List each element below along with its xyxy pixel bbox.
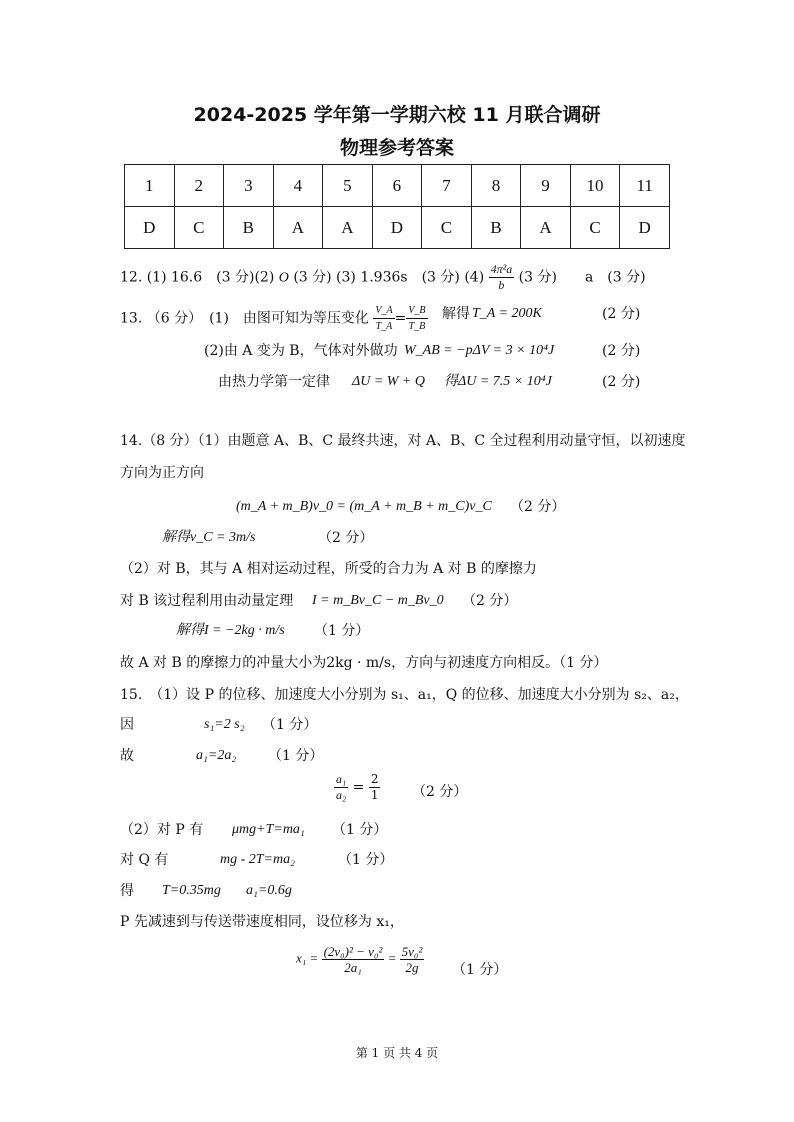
q15-x1-num2: 5v₀² xyxy=(401,944,423,959)
q13-line2-eq: W_AB = −pΔV = 3 × 10⁴J xyxy=(404,343,555,358)
question-number: 11 xyxy=(620,165,670,207)
page-footer: 第 1 页 共 4 页 xyxy=(355,1046,439,1060)
q15-line5-b: mg - 2T=ma₂ xyxy=(220,852,295,867)
q15-line6-c: a₁=0.6g xyxy=(246,883,292,898)
q13-line3-text: 由热力学第一定律 xyxy=(218,374,330,390)
q13-frac-b-num: V_B xyxy=(406,303,427,319)
q14-eq2: 解得v_C = 3m/s xyxy=(162,530,256,545)
q12-answer xyxy=(120,262,646,293)
answer-cell: B xyxy=(471,207,521,249)
q15-ratio-lhs xyxy=(334,772,348,803)
q15-ratio-den: a₂ xyxy=(336,788,347,802)
q15-ratio-rhs xyxy=(369,772,381,803)
q14-eq1: (m_A + m_B)v_0 = (m_A + m_B + m_C)v_C xyxy=(236,499,492,514)
q15-line5-a: 对 Q 有 xyxy=(120,852,169,868)
q12-part3: (3 分) a (3 分) xyxy=(518,269,646,286)
q14-line2: 方向为正方向 xyxy=(120,465,204,481)
q14-eq3-score: （2 分） xyxy=(462,593,518,609)
q14-line4: 对 B 该过程利用由动量定理 xyxy=(120,593,294,609)
q15-line1: 15. （1）设 P 的位移、加速度大小分别为 s₁、a₁，Q 的位移、加速度大小分别为 s₂、a₂， xyxy=(120,687,689,703)
q15-x1-den2: 2g xyxy=(405,960,419,975)
q15-line2-b: s₁=2 s₂ xyxy=(204,717,245,732)
q15-ratio: $\frac{\text{a₁}}{\text{a₂}}$ = $\frac{2}{1}$ xyxy=(336,772,379,802)
q13-frac-a-num: V_A xyxy=(373,303,394,319)
question-number: 6 xyxy=(372,165,422,207)
question-number: 8 xyxy=(471,165,521,207)
q15-line5-c: （1 分） xyxy=(338,852,394,868)
q15-x1-equation: x₁ = $\frac{\text{(2v₀)² − v₀²}}{\text{2a₁}}$ = $\frac{\text{5v₀²}}{2g}$ xyxy=(296,944,423,975)
q12-fraction xyxy=(489,262,515,293)
q15-line4-b: μmg+T=ma₁ xyxy=(232,822,305,837)
q15-x1-lhs: x₁ = xyxy=(296,950,319,966)
q15-x1-den1: 2a₁ xyxy=(344,960,362,975)
question-number: 7 xyxy=(422,165,472,207)
table-row-numbers xyxy=(125,165,670,207)
q15-line4-c: （1 分） xyxy=(332,822,388,838)
answer-cell: D xyxy=(125,207,175,249)
q15-line4-a: （2）对 P 有 xyxy=(120,822,204,838)
q15-line3-a: 故 xyxy=(120,748,134,764)
answer-cell: B xyxy=(224,207,274,249)
q15-line6-b: T=0.35mg xyxy=(162,883,221,898)
q14-line5: 故 A 对 B 的摩擦力的冲量大小为2kg · m/s，方向与初速度方向相反。（1 分） xyxy=(120,655,608,671)
q15-x1-num1: (2v₀)² − v₀² xyxy=(323,944,383,959)
q15-line7: P 先减速到与传送带速度相同，设位移为 x₁， xyxy=(120,914,404,930)
q14-eq4-score: （1 分） xyxy=(314,623,370,639)
q13-line1-label: 13. （6 分） (1) 由图可知为等压变化 xyxy=(120,310,369,327)
question-number: 3 xyxy=(224,165,274,207)
question-number: 1 xyxy=(125,165,175,207)
q13-score-2: (2 分) xyxy=(602,343,641,359)
q14-eq3: I = m_Bv_C − m_Bv_0 xyxy=(312,593,444,608)
question-number: 9 xyxy=(521,165,571,207)
q15-line2-c: （1 分） xyxy=(262,717,318,733)
q15-line6-a: 得 xyxy=(120,883,134,899)
q15-ratio-num: a₁ xyxy=(336,772,347,786)
answer-cell: A xyxy=(323,207,373,249)
answer-cell: A xyxy=(521,207,571,249)
q13-solve-label: 解得 xyxy=(442,306,470,322)
q15-ratio-rhs-num: 2 xyxy=(370,772,379,786)
q13-frac-b xyxy=(406,303,427,334)
document-title: 2024-2025 学年第一学期六校 11 月联合调研 xyxy=(193,104,601,126)
q13-frac-b-den: T_B xyxy=(408,321,426,332)
question-number: 4 xyxy=(273,165,323,207)
q15-ratio-score: （2 分） xyxy=(412,784,468,800)
table-row-answers xyxy=(125,207,670,249)
q15-line3-b: a₁=2a₂ xyxy=(196,748,237,763)
q13-line3-eq2: 得ΔU = 7.5 × 10⁴J xyxy=(444,374,552,389)
q15-x1-frac2 xyxy=(400,944,425,975)
q14-eq1-score: （2 分） xyxy=(510,499,566,515)
q12-frac-den: b xyxy=(498,278,505,292)
q13-line3-eq1: ΔU = W + Q xyxy=(352,374,425,389)
q15-ratio-rhs-den: 1 xyxy=(370,788,379,802)
question-number: 10 xyxy=(570,165,620,207)
answer-cell: C xyxy=(174,207,224,249)
q14-eq2-score: （2 分） xyxy=(318,530,374,546)
q13-line2-text: (2)由 A 变为 B，气体对外做功 xyxy=(204,343,398,359)
q15-x1-frac1 xyxy=(322,944,385,975)
q13-line1: 13. （6 分） (1) 由图可知为等压变化 $\frac{V\_A}{T\_A}$ = $\frac{V\_B}{T\_B}$ xyxy=(120,305,426,332)
q15-x1-score: （1 分） xyxy=(452,962,508,978)
q12-part2: (3 分) (3) 1.936s (3 分) (4) xyxy=(293,269,485,286)
q12-point-o: O xyxy=(278,270,289,286)
q14-eq4: 解得I = −2kg · m/s xyxy=(176,623,285,638)
question-number: 2 xyxy=(174,165,224,207)
answer-cell: D xyxy=(372,207,422,249)
q13-frac-a-den: T_A xyxy=(375,321,393,332)
q12-frac-num: 4π²a xyxy=(490,262,513,276)
q13-result-1: T_A = 200K xyxy=(472,306,542,321)
document-subtitle: 物理参考答案 xyxy=(339,137,454,159)
answer-cell: D xyxy=(620,207,670,249)
question-number: 5 xyxy=(323,165,373,207)
answer-cell: A xyxy=(273,207,323,249)
q13-frac-a xyxy=(373,303,394,334)
q15-line3-c: （1 分） xyxy=(268,748,324,764)
q15-line2-a: 因 xyxy=(120,717,134,733)
answer-table xyxy=(124,164,670,249)
q13-score-1: (2 分) xyxy=(602,306,641,322)
q12-part1: 12. (1) 16.6 (3 分)(2) xyxy=(120,269,275,286)
answer-cell: C xyxy=(422,207,472,249)
answer-cell: C xyxy=(570,207,620,249)
q14-line3: （2）对 B，其与 A 相对运动过程，所受的合力为 A 对 B 的摩擦力 xyxy=(120,561,537,577)
q14-line1: 14.（8 分）（1）由题意 A、B、C 最终共速，对 A、B、C 全过程利用动量守恒，以初速度 xyxy=(120,433,686,449)
q13-score-3: (2 分) xyxy=(602,374,641,390)
